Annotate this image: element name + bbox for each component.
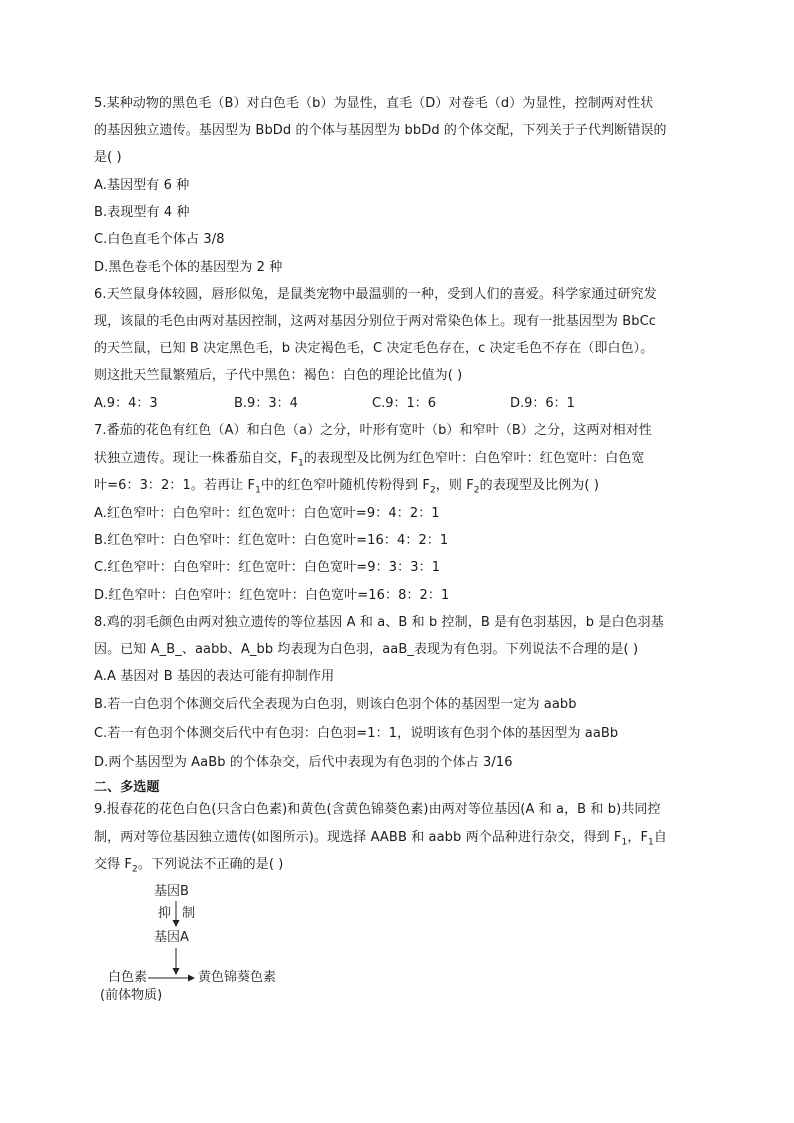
- q5-option-a: A.基因型有 6 种: [94, 178, 190, 193]
- q8-option-a: A.A 基因对 B 基因的表达可能有抑制作用: [94, 669, 335, 684]
- white-pigment-label: 白色素: [108, 970, 148, 985]
- yellow-pigment-label: 黄色锦葵色素: [198, 970, 277, 985]
- q8-option-c: C.若一有色羽个体测交后代中有色羽：白色羽=1：1，说明该有色羽个体的基因型为 aaBb: [94, 726, 619, 741]
- q5-stem-line-3: 是( ): [94, 150, 122, 165]
- q9-stem-line-3: 交得 $F_2$。下列说法不正确的是( ): [94, 857, 284, 875]
- q8-option-b: B.若一白色羽个体测交后代全表现为白色羽，则该白色羽个体的基因型一定为 aabb: [94, 697, 577, 712]
- precursor-label: (前体物质): [100, 988, 163, 1003]
- q7-option-a: A.红色窄叶：白色窄叶：红色宽叶：白色宽叶=9：4：2：1: [94, 506, 440, 521]
- diagram-arrows: [90, 880, 310, 1010]
- q9-stem-line-1: 9.报春花的花色白色(只含白色素)和黄色(含黄色锦葵色素)由两对等位基因(A 和 a，B 和 b)共同控: [94, 802, 661, 817]
- q5-option-d: D.黑色卷毛个体的基因型为 2 种: [94, 260, 283, 275]
- q6-option-d: D.9：6：1: [510, 396, 575, 411]
- inhibit-label-2: 制: [182, 906, 196, 921]
- q5-option-b: B.表现型有 4 种: [94, 205, 190, 220]
- q7-option-d: D.红色窄叶：白色窄叶：红色宽叶：白色宽叶=16：8：2：1: [94, 588, 450, 603]
- gene-a-label: 基因A: [154, 930, 189, 945]
- q8-option-d: D.两个基因型为 AaBb 的个体杂交，后代中表现为有色羽的个体占 3/16: [94, 755, 513, 770]
- q5-option-c: C.白色直毛个体占 3/8: [94, 232, 225, 247]
- q7-stem-line-2: 状独立遗传。现让一株番茄自交，$F_1$的表现型及比例为红色窄叶：白色窄叶：红色宽叶：白色宽: [94, 451, 645, 469]
- q6-option-c: C.9：1：6: [372, 396, 437, 411]
- q6-stem-line-2: 现，该鼠的毛色由两对基因控制，这两对基因分别位于两对常染色体上。现有一批基因型为 BbCc: [94, 314, 657, 329]
- q7-stem-line-1: 7.番茄的花色有红色（A）和白色（a）之分，叶形有宽叶（b）和窄叶（B）之分，这两对相对性: [94, 423, 652, 438]
- section-title-multiple-choice: 二、多选题: [94, 780, 160, 795]
- q6-stem-line-3: 的天竺鼠，已知 B 决定黑色毛，b 决定褐色毛，C 决定毛色存在，c 决定毛色不存在（即白色）。: [94, 341, 654, 356]
- q6-option-a: A.9：4：3: [94, 396, 158, 411]
- pigment-pathway-diagram: [90, 880, 310, 1010]
- inhibit-label-1: 抑: [158, 906, 172, 921]
- q8-stem-line-2: 因。已知 A_B_、aabb、A_bb 均表现为白色羽，aaB_表现为有色羽。下列说法不合理的是( ): [94, 642, 639, 657]
- q7-option-b: B.红色窄叶：白色窄叶：红色宽叶：白色宽叶=16：4：2：1: [94, 533, 449, 548]
- q8-stem-line-1: 8.鸡的羽毛颜色由两对独立遗传的等位基因 A 和 a、B 和 b 控制，B 是有色羽基因，b 是白色羽基: [94, 615, 664, 630]
- q6-option-b: B.9：3：4: [234, 396, 298, 411]
- q6-stem-line-4: 则这批天竺鼠繁殖后，子代中黑色：褐色：白色的理论比值为( ): [94, 368, 463, 383]
- q5-stem-line-2: 的基因独立遗传。基因型为 BbDd 的个体与基因型为 bbDd 的个体交配，下列关于子代判断错误的: [94, 123, 667, 138]
- q7-stem-line-3: 叶=6：3：2：1。若再让 $F_1$中的红色窄叶随机传粉得到 $F_2$，则 $F_2$的表现型及比例为( ): [94, 478, 599, 496]
- gene-b-label: 基因B: [154, 884, 189, 899]
- q9-stem-line-2: 制，两对等位基因独立遗传(如图所示)。现选择 AABB 和 aabb 两个品种进行杂交，得到 $F_1$，$F_1$自: [94, 830, 667, 848]
- q7-option-c: C.红色窄叶：白色窄叶：红色宽叶：白色宽叶=9：3：3：1: [94, 560, 441, 575]
- q5-stem-line-1: 5.某种动物的黑色毛（B）对白色毛（b）为显性，直毛（D）对卷毛（d）为显性，控制两对性状: [94, 96, 654, 111]
- q6-stem-line-1: 6.天竺鼠身体较圆，唇形似兔，是鼠类宠物中最温驯的一种，受到人们的喜爱。科学家通过研究发: [94, 287, 657, 302]
